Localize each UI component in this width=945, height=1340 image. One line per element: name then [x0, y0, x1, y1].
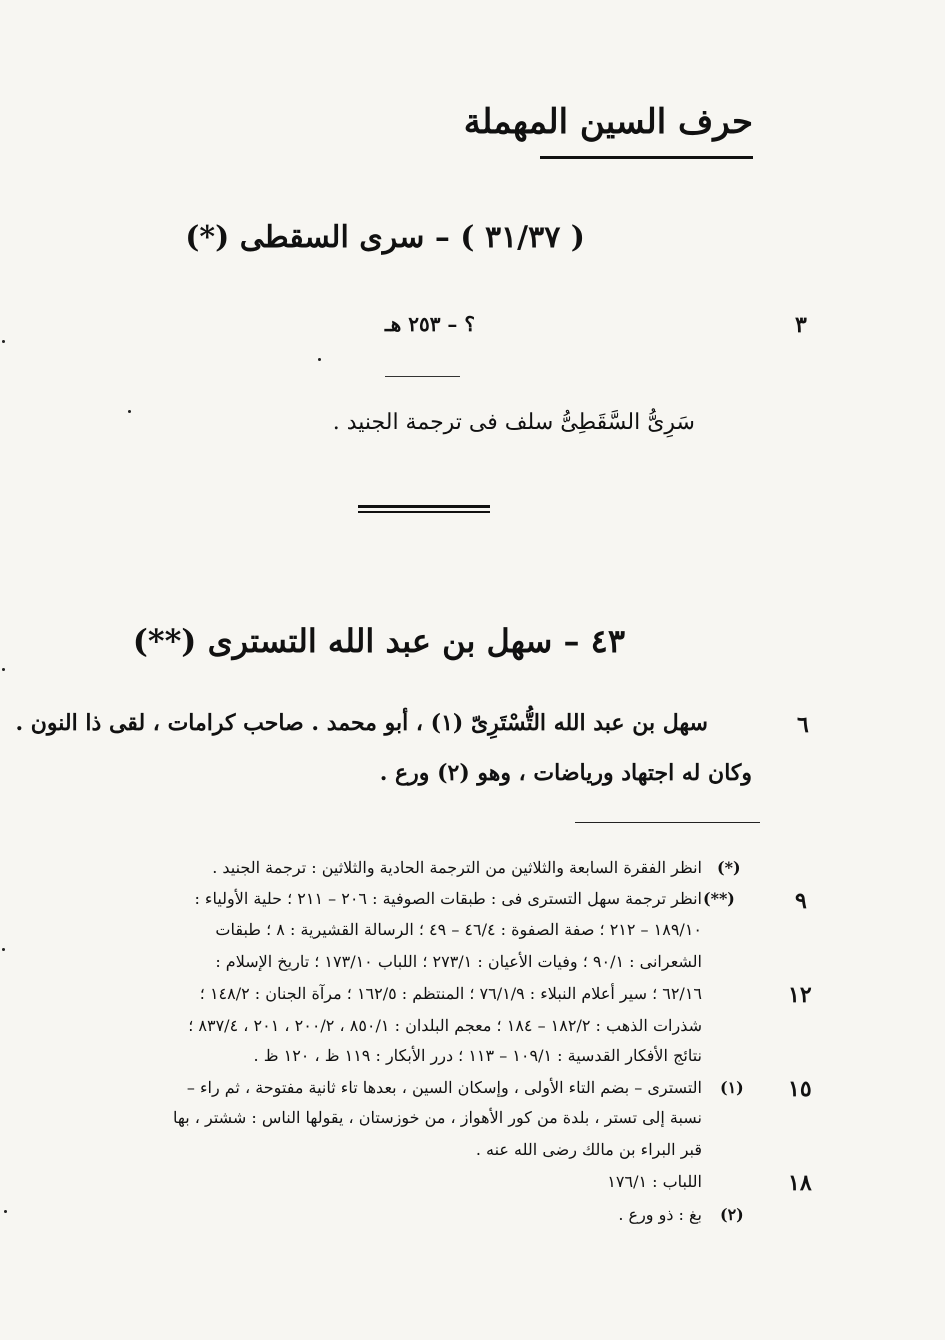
- footnote-mark: (*): [717, 858, 741, 877]
- scan-speck: [2, 340, 5, 343]
- footnote-line: انظر ترجمة سهل التسترى فى : طبقات الصوفية : ٢٠٦ – ٢١١ ؛ حلية الأولياء :: [194, 889, 702, 908]
- line-number: ٩: [795, 888, 807, 914]
- footnote-mark: (١): [720, 1078, 744, 1097]
- chapter-title-underline: [540, 156, 753, 159]
- entry-heading-sari: ( ٣١/٣٧ ) – سرى السقطى (*): [185, 220, 585, 255]
- body-line: سهل بن عبد الله التُّسْتَرِىّ (١) ، أبو محمد . صاحب كرامات ، لقى ذا النون .: [15, 710, 708, 736]
- entry-dates: ؟ – ٢٥٣ هـ: [384, 312, 475, 336]
- footnote-line: انظر الفقرة السابعة والثلاثين من الترجمة الحادية والثلاثين : ترجمة الجنيد .: [212, 858, 702, 877]
- footnote-separator: [575, 822, 760, 823]
- footnote-line: الشعرانى : ٩٠/١ ؛ وفيات الأعيان : ٢٧٣/١ ؛ اللباب ١٧٣/١٠ ؛ تاريخ الإسلام :: [215, 952, 702, 971]
- footnote-mark: (**): [703, 889, 735, 908]
- footnote-line: ١٨٩/١٠ – ٢١٢ ؛ صفة الصفوة : ٤٦/٤ – ٤٩ ؛ الرسالة القشيرية : ٨ ؛ طبقات: [215, 920, 702, 939]
- footnote-line: التسترى – بضم التاء الأولى ، وإسكان السين ، بعدها تاء ثانية مفتوحة ، ثم راء –: [186, 1078, 702, 1097]
- line-number: ٦: [797, 712, 809, 738]
- body-line: وكان له اجتهاد ورياضات ، وهو (٢) ورع .: [379, 760, 752, 786]
- footnote-line: ٦٢/١٦ ؛ سير أعلام النبلاء : ٧٦/١/٩ ؛ المنتظم : ١٦٢/٥ ؛ مرآة الجنان : ١٤٨/٢ ؛: [199, 984, 702, 1003]
- entry-heading-sahl: ٤٣ – سهل بن عبد الله التسترى (**): [132, 622, 625, 660]
- separator-rule: [385, 376, 460, 377]
- footnote-line: نسبة إلى تستر ، بلدة من كور الأهواز ، من خوزستان ، يقولها الناس : ششتر ، بها: [172, 1108, 702, 1127]
- scan-speck: [2, 668, 5, 671]
- line-number: ٣: [795, 312, 807, 338]
- line-number: ١٢: [788, 982, 812, 1008]
- chapter-title: حرف السين المهملة: [463, 102, 753, 142]
- footnote-line: اللباب : ١٧٦/١: [607, 1172, 702, 1191]
- footnote-line: بغ : ذو ورع .: [618, 1205, 702, 1224]
- line-number: ١٨: [788, 1170, 812, 1196]
- section-divider: [358, 511, 490, 513]
- footnote-line: نتائج الأفكار القدسية : ١٠٩/١ – ١١٣ ؛ درر الأبكار : ١١٩ ظ ، ١٢٠ ظ .: [253, 1046, 702, 1065]
- scan-speck: [4, 1210, 7, 1213]
- scan-speck: [2, 948, 5, 951]
- scan-speck: [128, 410, 131, 413]
- entry-text-sari: سَرِىُّ السَّقَطِىُّ سلف فى ترجمة الجنيد .: [332, 410, 695, 435]
- scan-speck: [318, 358, 321, 361]
- section-divider: [358, 505, 490, 508]
- line-number: ١٥: [788, 1076, 812, 1102]
- footnote-line: شذرات الذهب : ١٨٢/٢ – ١٨٤ ؛ معجم البلدان : ٨٥٠/١ ، ٢٠٠/٢ ، ٢٠١ ، ٨٣٧/٤ ؛: [188, 1016, 702, 1035]
- footnote-mark: (٢): [720, 1205, 744, 1224]
- footnote-line: قبر البراء بن مالك رضى الله عنه .: [475, 1140, 702, 1159]
